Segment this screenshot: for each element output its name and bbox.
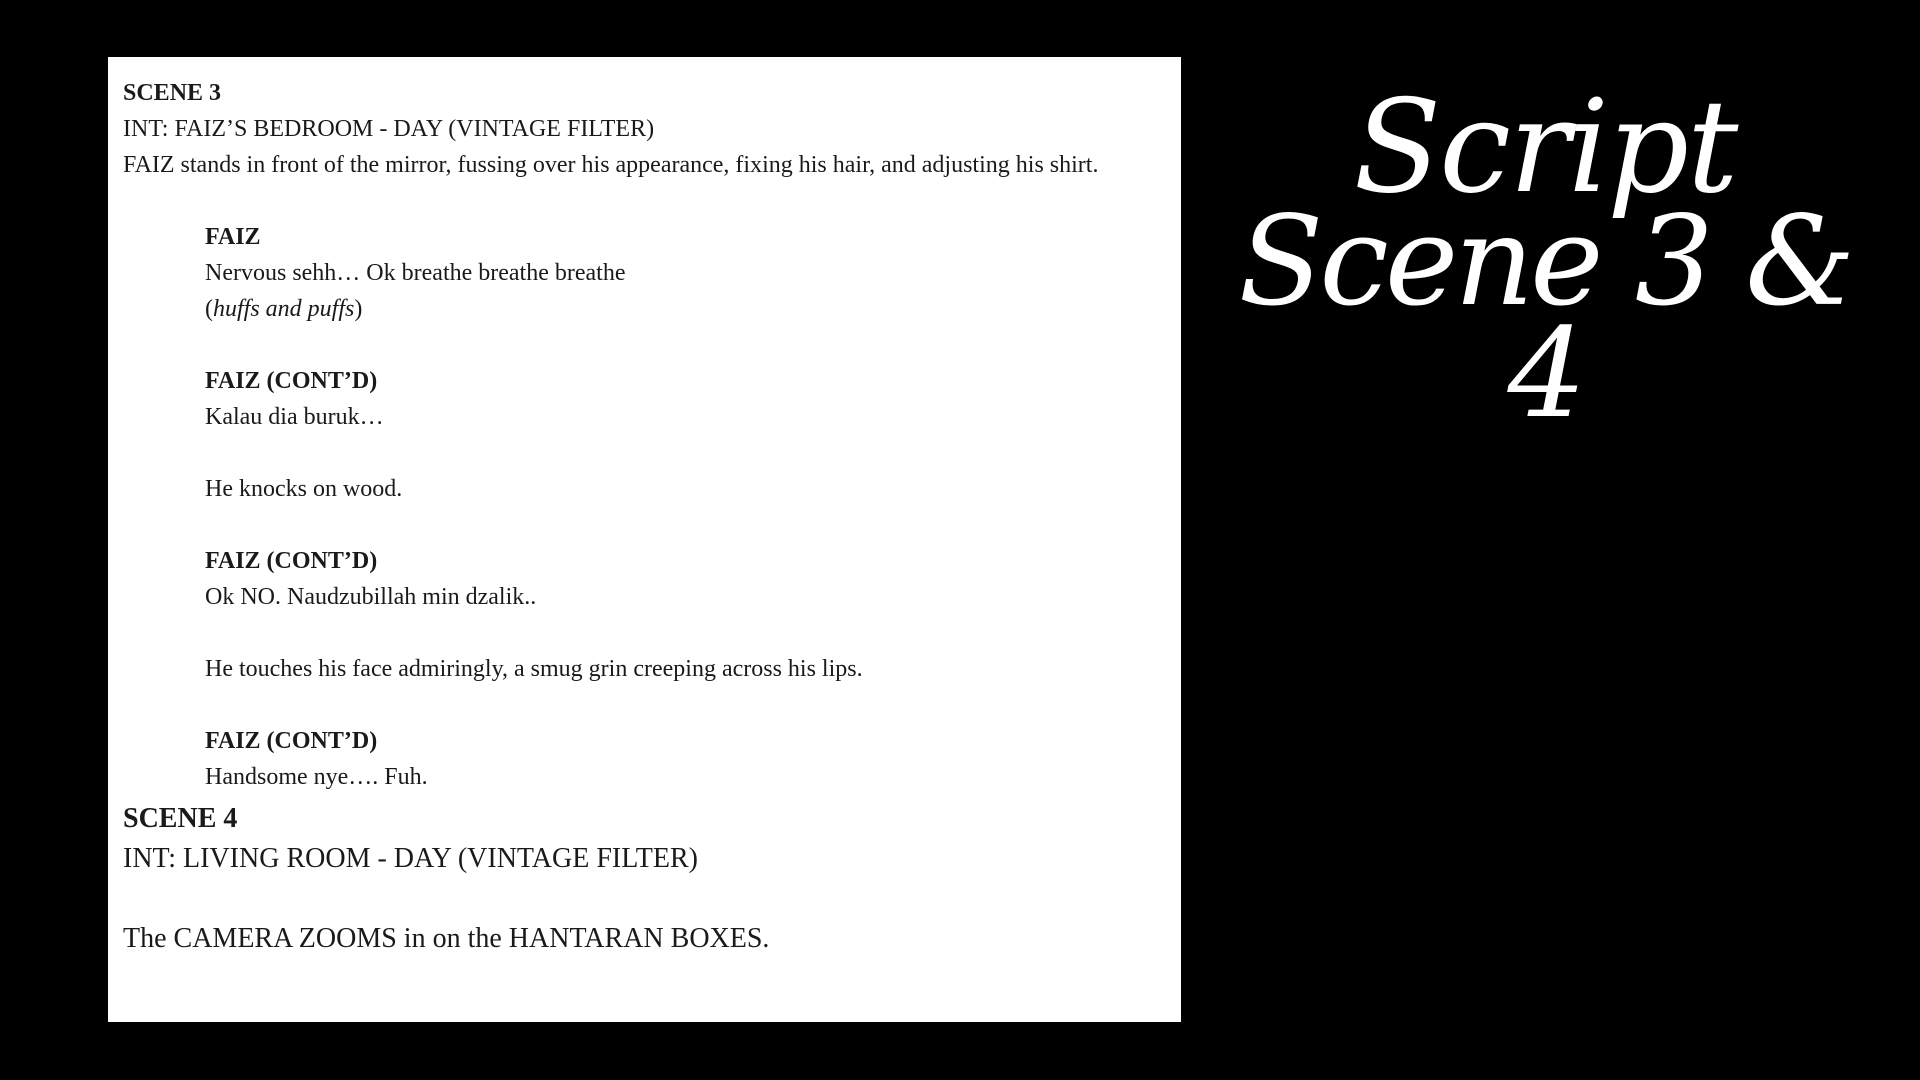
parenthetical-open: ( [205,296,213,322]
scene-3-action: FAIZ stands in front of the mirror, fussing over his appearance, fixing his hair, and adjusting his shirt. [123,152,1099,178]
spacer [123,687,1166,723]
parenthetical-text: huffs and puffs [213,296,355,322]
scene-3-slugline: INT: FAIZ’S BEDROOM - DAY (VINTAGE FILTER) [123,116,655,142]
slide-title-line-2: Scene 3 & 4 [1238,190,1852,446]
scene-3-heading: SCENE 3 [123,80,222,106]
action-line: He touches his face admiringly, a smug grin creeping across his lips. [205,656,863,682]
scene-4-heading: SCENE 4 [123,803,238,834]
scene-4-action: The CAMERA ZOOMS in on the HANTARAN BOXES. [123,923,770,954]
action-line: He knocks on wood. [205,476,403,502]
character-name: FAIZ (CONT’D) [205,728,378,754]
character-name: FAIZ (CONT’D) [205,548,378,574]
dialogue-line: Ok NO. Naudzubillah min dzalik.. [205,584,537,610]
slide-title [1185,73,1905,446]
character-name: FAIZ [205,224,261,250]
spacer [123,507,1166,543]
spacer [123,327,1166,363]
dialogue-line: Nervous sehh… Ok breathe breathe breathe [205,260,626,286]
spacer [123,183,1166,219]
dialogue-line: Handsome nye…. Fuh. [205,764,428,790]
script-page [108,57,1181,1022]
parenthetical [123,291,1166,327]
spacer [123,615,1166,651]
scene-4-slugline: INT: LIVING ROOM - DAY (VINTAGE FILTER) [123,843,698,874]
dialogue-line: Kalau dia buruk… [205,404,384,430]
parenthetical-close: ) [354,296,363,322]
character-name: FAIZ (CONT’D) [205,368,378,394]
spacer [123,435,1166,471]
slide-title-line-1: Script [1353,73,1737,222]
spacer [123,879,1166,919]
